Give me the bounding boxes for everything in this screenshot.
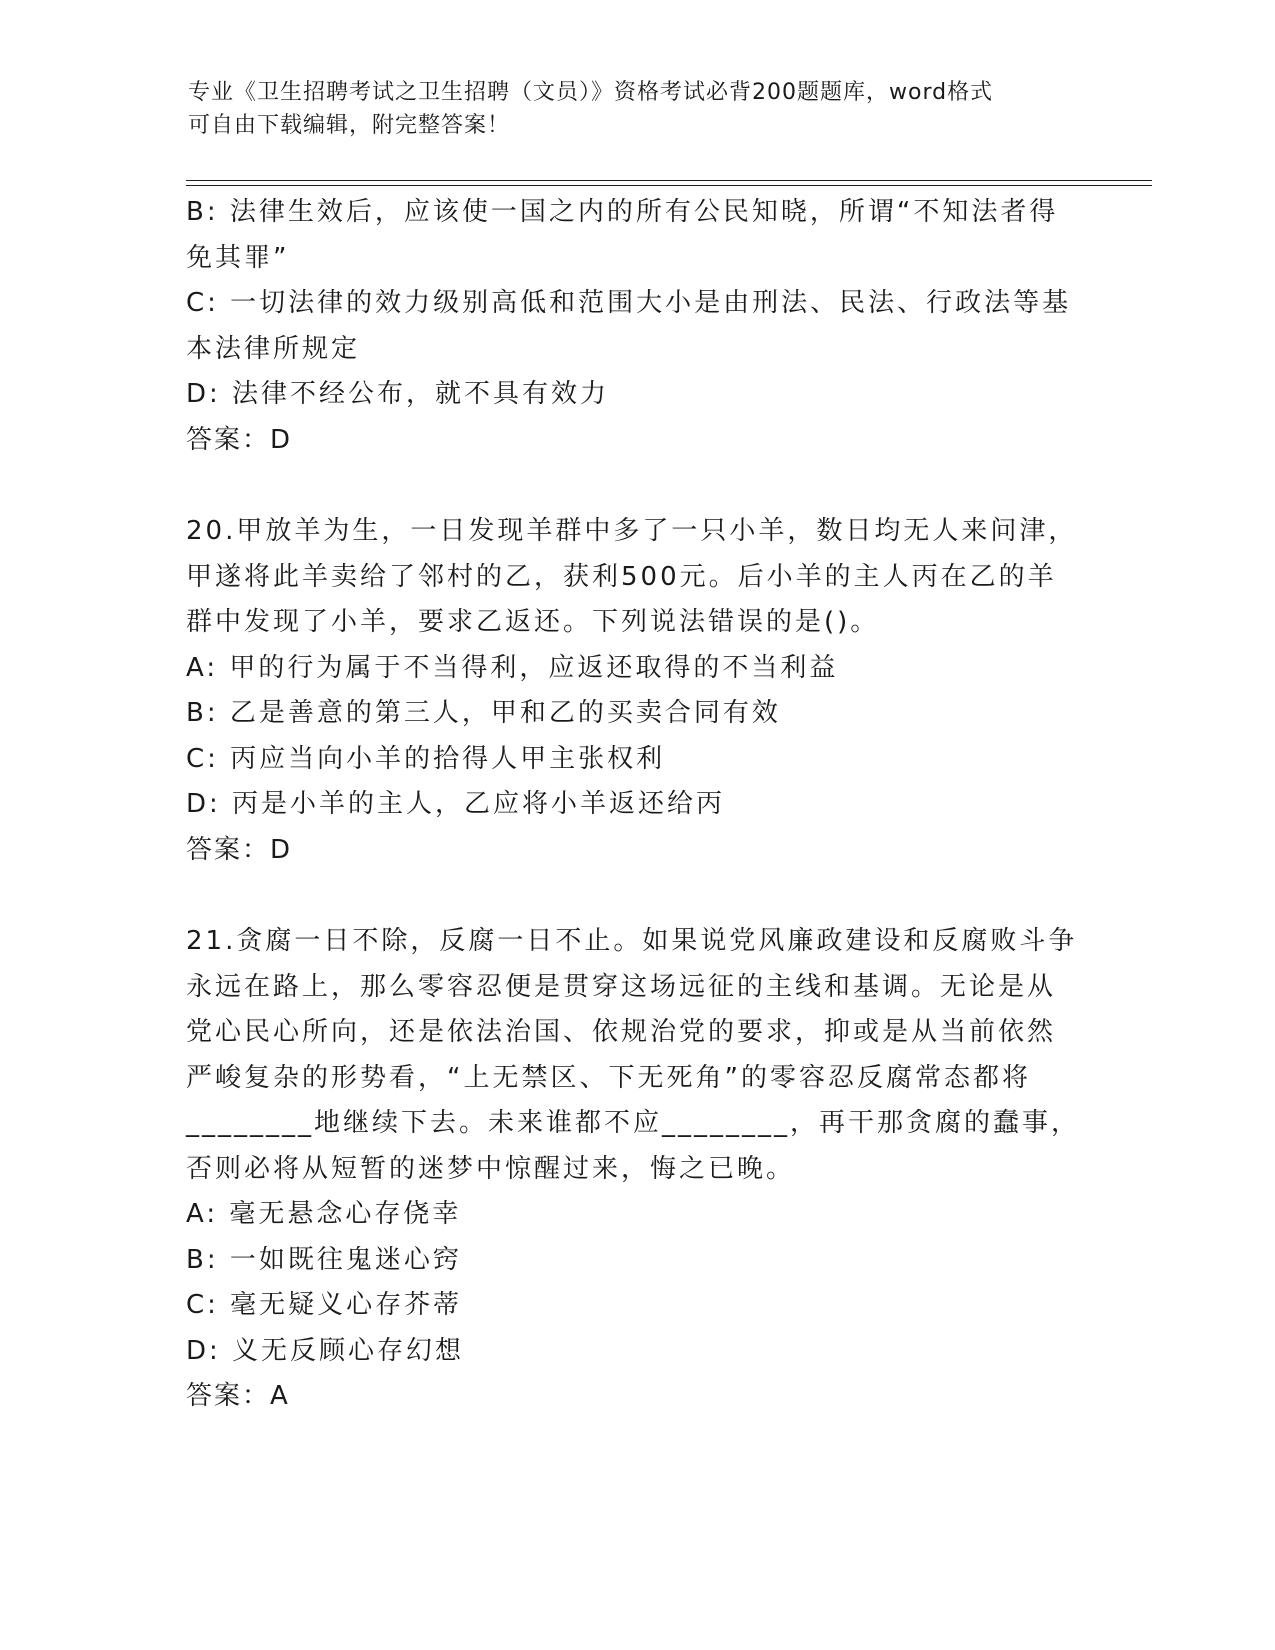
question-21 xyxy=(186,919,1106,1420)
answer-line: 答案：D xyxy=(186,834,293,865)
question-stem-line: 群中发现了小羊，要求乙返还。下列说法错误的是()。 xyxy=(186,607,880,637)
header-line-1: 专业《卫生招聘考试之卫生招聘（文员）》资格考试必背200题题库，word格式 xyxy=(188,80,994,105)
question-stem-line: 21.贪腐一日不除，反腐一日不止。如果说党风廉政建设和反腐败斗争 xyxy=(186,926,1078,956)
option-line: 本法律所规定 xyxy=(186,333,361,364)
question-stem-line: 甲遂将此羊卖给了邻村的乙，获利500元。后小羊的主人丙在乙的羊 xyxy=(186,561,1057,592)
question-20 xyxy=(186,509,1106,873)
question-19-tail xyxy=(186,190,1106,463)
option-line: 免其罪” xyxy=(186,242,290,273)
option-line: B: 法律生效后，应该使一国之内的所有公民知晓，所谓“不知法者得 xyxy=(186,197,1059,227)
option-b: B: 一如既往鬼迷心窍 xyxy=(186,1244,462,1275)
option-a: A: 毫无悬念心存侥幸 xyxy=(186,1199,462,1229)
question-stem-line: 永远在路上，那么零容忍便是贯穿这场远征的主线和基调。无论是从 xyxy=(186,971,1057,1002)
document-header xyxy=(188,76,1088,142)
option-b: B: 乙是善意的第三人，甲和乙的买卖合同有效 xyxy=(186,698,781,728)
question-stem-line: 20.甲放羊为生，一日发现羊群中多了一只小羊，数日均无人来问津， xyxy=(186,516,1078,546)
header-divider-top xyxy=(186,180,1152,181)
header-divider-bottom xyxy=(186,185,1152,186)
question-stem-line: ________地继续下去。未来谁都不应________，再干那贪腐的蠢事， xyxy=(186,1108,1081,1138)
question-stem-line: 否则必将从短暂的迷梦中惊醒过来，悔之已晚。 xyxy=(186,1153,796,1184)
option-c: C: 毫无疑义心存芥蒂 xyxy=(186,1290,463,1320)
option-line: D: 法律不经公布，就不具有效力 xyxy=(186,379,610,409)
question-stem-line: 党心民心所向，还是依法治国、依规治党的要求，抑或是从当前依然 xyxy=(186,1017,1057,1047)
document-body xyxy=(186,190,1106,1420)
option-d: D: 义无反顾心存幻想 xyxy=(186,1335,465,1366)
option-d: D: 丙是小羊的主人，乙应将小羊返还给丙 xyxy=(186,789,726,819)
question-stem-line: 严峻复杂的形势看，“上无禁区、下无死角”的零容忍反腐常态都将 xyxy=(186,1062,1031,1093)
option-c: C: 丙应当向小羊的拾得人甲主张权利 xyxy=(186,743,666,774)
option-line: C: 一切法律的效力级别高低和范围大小是由刑法、民法、行政法等基 xyxy=(186,288,1072,318)
answer-line: 答案：A xyxy=(186,1381,290,1411)
header-line-2: 可自由下载编辑，附完整答案！ xyxy=(188,113,511,138)
answer-line: 答案：D xyxy=(186,424,293,455)
option-a: A: 甲的行为属于不当得利，应返还取得的不当利益 xyxy=(186,652,839,683)
